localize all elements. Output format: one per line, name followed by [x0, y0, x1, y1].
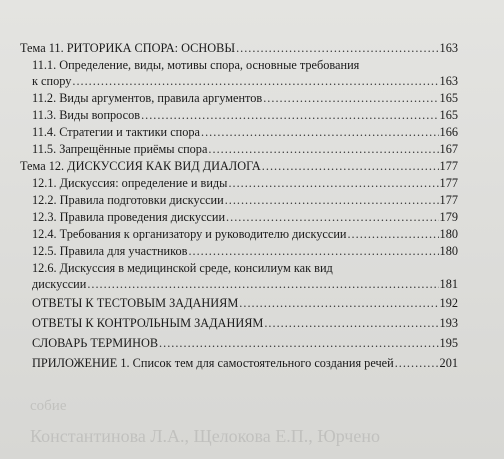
toc-page-number: 181 — [439, 277, 458, 291]
toc-entry-label: 12.2. Правила подготовки дискуссии — [32, 193, 224, 207]
toc-entry — [20, 57, 458, 90]
toc-entry — [20, 90, 458, 107]
dot-leader — [239, 293, 438, 313]
toc-page-number: 192 — [439, 296, 458, 310]
toc-page-number: 195 — [439, 336, 458, 350]
toc-entry-label: 12.1. Дискуссия: определение и виды — [32, 176, 228, 190]
toc-page-number: 180 — [439, 227, 458, 241]
bleed-through-text-2: Константинова Л.А., Щелокова Е.П., Юрчено — [30, 426, 380, 446]
dot-leader — [236, 40, 438, 56]
toc-entry-label: 11.3. Виды вопросов — [32, 108, 141, 122]
dot-leader — [201, 124, 439, 140]
toc-entry — [20, 124, 458, 141]
bleed-through-text-1: собие — [30, 398, 67, 414]
toc-entry-label: 11.5. Запрещённые приёмы спора — [32, 142, 208, 156]
dot-leader — [395, 353, 439, 373]
dot-leader — [264, 313, 438, 333]
toc-entry — [20, 209, 458, 226]
toc-page-number: 180 — [439, 244, 458, 258]
toc-entry-label: 11.1. Определение, виды, мотивы спора, основные требования — [32, 58, 360, 72]
dot-leader — [262, 158, 439, 174]
toc-entry — [20, 107, 458, 124]
toc-page-number: 163 — [439, 74, 458, 88]
toc-entry — [20, 40, 458, 57]
dot-leader — [72, 73, 438, 89]
toc-entry-label: 12.3. Правила проведения дискуссии — [32, 210, 226, 224]
dot-leader — [141, 107, 438, 123]
dot-leader — [188, 243, 438, 259]
toc-entry-label: ПРИЛОЖЕНИЕ 1. Список тем для самостоятельного создания речей — [32, 356, 394, 370]
toc-entry-label: Тема 11. РИТОРИКА СПОРА: ОСНОВЫ — [20, 41, 236, 55]
toc-entry-label: СЛОВАРЬ ТЕРМИНОВ — [32, 336, 159, 350]
toc-entry — [20, 192, 458, 209]
dot-leader — [226, 209, 439, 225]
toc-entry — [20, 333, 458, 353]
dot-leader — [228, 175, 438, 191]
toc-page-number: 167 — [439, 142, 458, 156]
dot-leader — [347, 226, 438, 242]
toc-page-number: 201 — [439, 356, 458, 370]
dot-leader — [225, 192, 439, 208]
toc-entry-label: 12.6. Дискуссия в медицинской среде, консилиум как вид — [32, 261, 333, 275]
toc-entry-label-continued: к спору — [32, 74, 72, 88]
toc-page-number: 163 — [439, 41, 458, 55]
table-of-contents — [20, 40, 458, 373]
toc-page-number: 165 — [439, 91, 458, 105]
toc-page-number: 177 — [439, 193, 458, 207]
toc-page-number: 193 — [439, 316, 458, 330]
toc-entry — [20, 313, 458, 333]
toc-entry — [20, 226, 458, 243]
toc-entry — [20, 243, 458, 260]
toc-entry-label: 11.4. Стратегии и тактики спора — [32, 125, 201, 139]
toc-entry — [20, 260, 458, 293]
toc-entry-label: ОТВЕТЫ К ТЕСТОВЫМ ЗАДАНИЯМ — [32, 296, 239, 310]
toc-entry-label: Тема 12. ДИСКУССИЯ КАК ВИД ДИАЛОГА — [20, 159, 261, 173]
dot-leader — [208, 141, 438, 157]
dot-leader — [263, 90, 438, 106]
toc-page-number: 177 — [439, 176, 458, 190]
toc-page-number: 165 — [439, 108, 458, 122]
toc-entry — [20, 141, 458, 158]
toc-page-number: 179 — [439, 210, 458, 224]
toc-entry-label-continued: дискуссии — [32, 277, 87, 291]
toc-entry — [20, 353, 458, 373]
toc-page-number: 177 — [439, 159, 458, 173]
dot-leader — [87, 276, 438, 292]
toc-entry — [20, 158, 458, 175]
toc-entry-label: 12.5. Правила для участников — [32, 244, 188, 258]
toc-entry-label: 12.4. Требования к организатору и руководителю дискуссии — [32, 227, 347, 241]
toc-page-number: 166 — [439, 125, 458, 139]
toc-entry-label: ОТВЕТЫ К КОНТРОЛЬНЫМ ЗАДАНИЯМ — [32, 316, 264, 330]
dot-leader — [159, 333, 439, 353]
toc-entry — [20, 175, 458, 192]
toc-entry-label: 11.2. Виды аргументов, правила аргументов — [32, 91, 263, 105]
toc-entry — [20, 293, 458, 313]
